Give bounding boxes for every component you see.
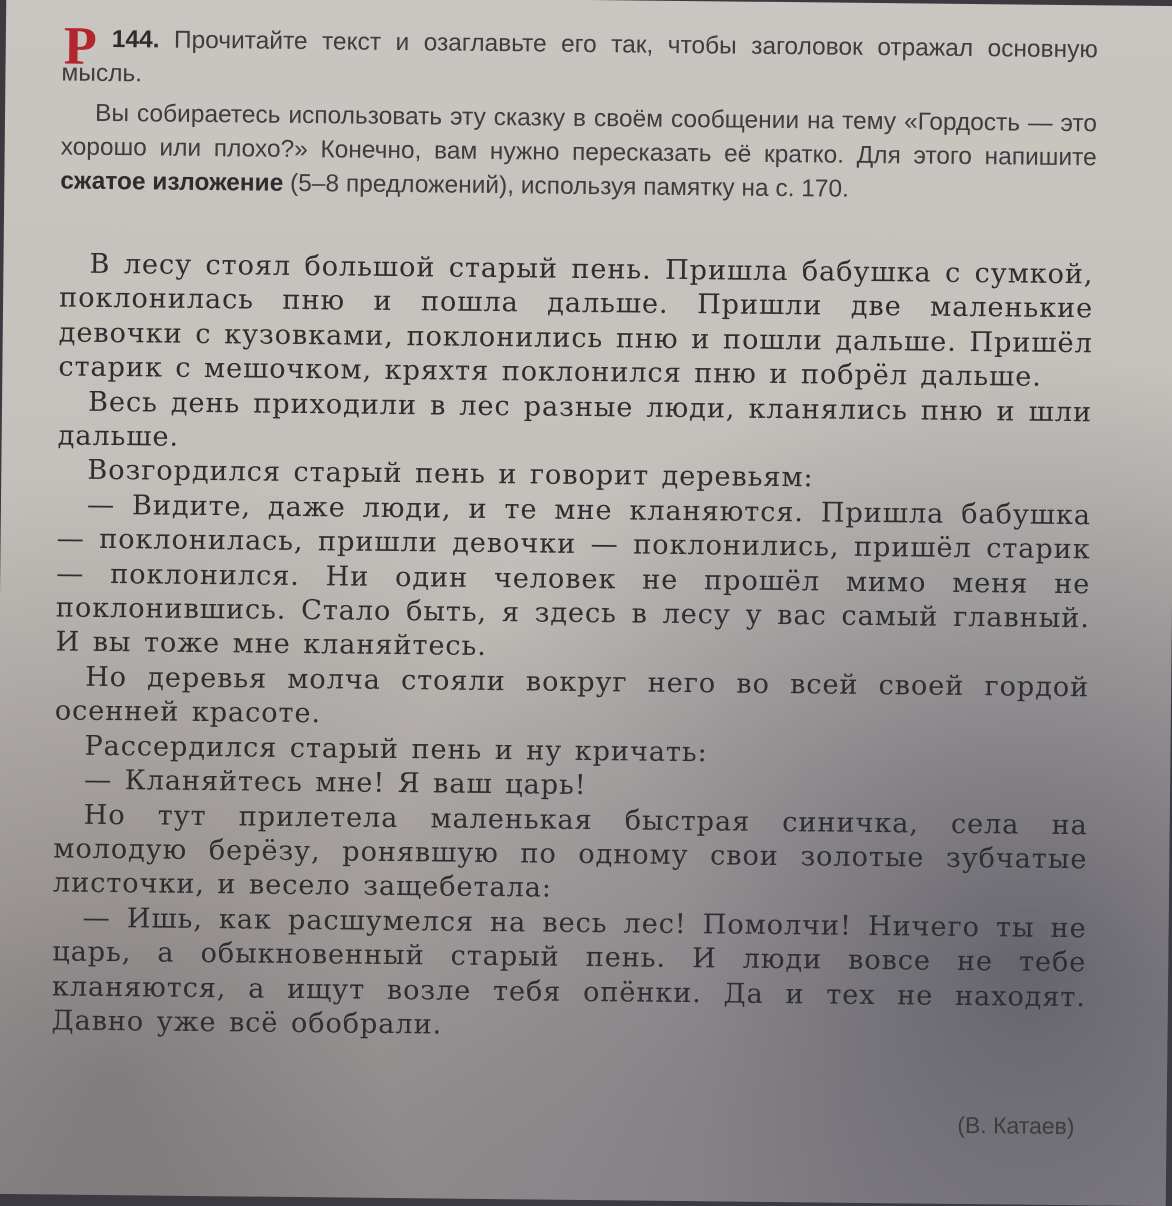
story-paragraph: — Кланяйтесь мне! Я ваш царь! <box>83 764 587 802</box>
story-author: (В. Катаев) <box>957 1111 1075 1140</box>
exercise-number: 144. <box>111 26 160 54</box>
story-text <box>51 247 1093 1049</box>
story-paragraph: Рассердился старый пень и ну кричать: <box>84 730 708 768</box>
story-paragraph: Но деревья молча стояли вокруг него во всей своей гордой осенней красоте. <box>54 661 1090 730</box>
story-paragraph: В лесу стоял большой старый пень. Пришла бабушка с сумкой, поклонилась пню и пошла дальше. Пришли две маленькие девочки с кузовками, поклонились пню и пошли дальше. Пришёл старик с мешочком, кряхтя поклонился пню и побрёл дальше. <box>58 248 1094 393</box>
instruction-bold-term: сжатое изложение <box>60 167 284 197</box>
instruction-text-after: (5–8 предложений), используя памятку на с. 170. <box>283 169 850 203</box>
instruction-text-before: Вы собираетесь использовать эту сказку в своём сообщении на тему «Гордость — это хорошо или плохо?» Конечно, вам нужно пересказать её кратко. Для этого напишите <box>60 99 1098 172</box>
exercise-title: Прочитайте текст и озаглавьте его так, чтобы заголовок отражал основную мысль. <box>61 26 1098 88</box>
exercise-marker-r: Р <box>63 15 98 76</box>
story-paragraph: Возгордился старый пень и говорит деревьям: <box>87 455 814 494</box>
story-paragraph: — Видите, даже люди, и те мне кланяются. Пришла бабушка — поклонилась, пришли девочки — поклонились, пришёл старик — поклонился. Ни один человек не прошёл мимо меня не поклонившись. Стало быть, я здесь в лесу у вас самый главный. И вы тоже мне кланяйтесь. <box>55 489 1092 663</box>
exercise-instruction <box>60 96 1097 209</box>
story-paragraph: Весь день приходили в лес разные люди, кланялись пню и шли дальше. <box>57 386 1093 453</box>
story-paragraph: Но тут прилетела маленькая быстрая синичка, села на молодую берёзу, ронявшую по одному свои золотые зубчатые листочки, и весело защебетала: <box>52 799 1088 904</box>
story-paragraph: — Ишь, как расшумелся на весь лес! Помолчи! Ничего ты не царь, а обыкновенный старый пень. И люди вовсе не тебе кланяются, а ищут возле тебя опёнки. Да и тех не находят. Давно уже всё обобрали. <box>51 902 1087 1041</box>
exercise-heading <box>61 22 1098 101</box>
exercise-task <box>60 22 1098 209</box>
